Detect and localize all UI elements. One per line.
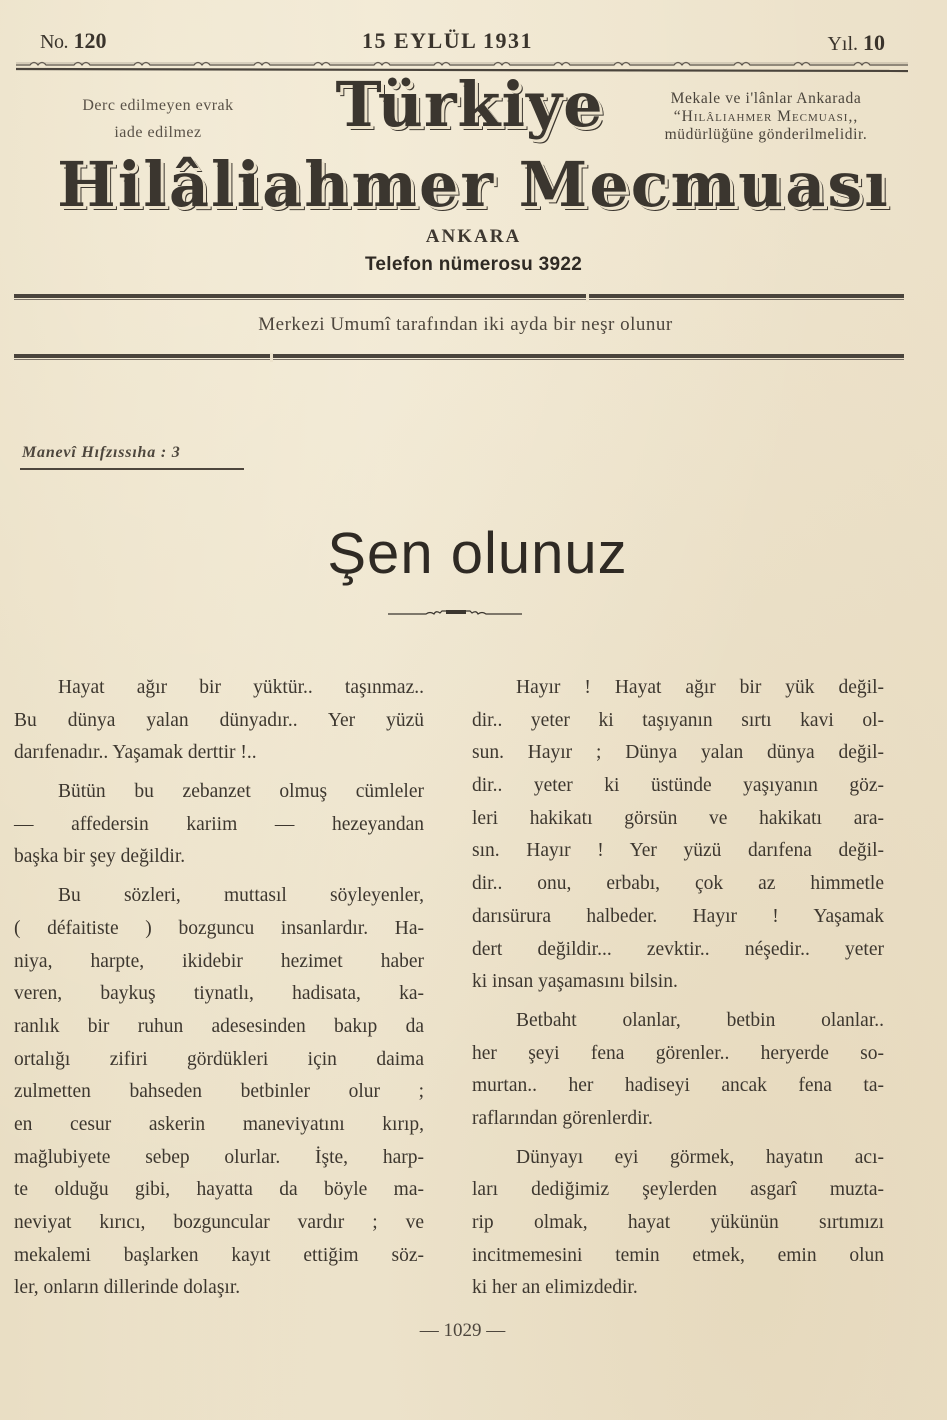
article-title: Şen olunuz (327, 521, 628, 586)
text-line: Bütün bu zebanzet olmuş cümleler (58, 781, 424, 803)
paragraph (14, 672, 424, 770)
text-line: ranlık bir ruhun adesesinden bakıp da (14, 1015, 424, 1037)
text-line: murtan.. her hadiseyi ancak fena ta- (472, 1075, 884, 1097)
text-line: te olduğu gibi, hayatta da böyle ma- (14, 1179, 424, 1201)
article-series-label: Manevî Hıfzıssıha : 3 (20, 444, 244, 470)
text-line: başka bir şey değildir. (14, 846, 186, 868)
issue-number-value: 120 (73, 28, 107, 53)
note-right-line: “Hilâliahmer Mecmuası,, (673, 108, 859, 125)
text-line: her şeyi fena görenler.. heryerde so- (472, 1042, 884, 1064)
text-line: rip olmak, hayat yükünün sırtımızı (472, 1212, 884, 1233)
text-line: Bu sözleri, muttasıl söyleyenler, (58, 885, 424, 907)
text-line: neviyat kırıcı, bozguncular vardır ; ve (14, 1212, 424, 1233)
text-line: Hayır ! Hayat ağır bir yük değil- (516, 677, 884, 698)
paragraph (14, 880, 424, 1305)
year-value: 10 (863, 30, 885, 55)
text-line: ki her an elimizdedir. (472, 1277, 638, 1299)
text-line: Betbaht olanlar, betbin olanlar.. (516, 1009, 884, 1031)
text-line: dir.. yeter ki taşıyanın sırtı kavi ol- (472, 709, 884, 731)
note-left-line: Derc edilmeyen evrak (82, 97, 234, 114)
text-line: darıfenadır.. Yaşamak derttir !.. (14, 742, 257, 764)
note-right-line: Mekale ve i'lânlar Ankarada (670, 90, 862, 107)
issue-meta-row (40, 22, 885, 56)
text-line: niya, harpte, ikidebir hezimet haber (14, 950, 424, 972)
masthead-title-line2: Hilâliahmer Mecmuası (57, 148, 890, 221)
masthead-phone: Telefon nümerosu 3922 (364, 254, 583, 275)
masthead-city: ANKARA (425, 226, 522, 247)
double-rule-bottom (14, 354, 904, 361)
title-ornament-divider (388, 606, 522, 620)
text-line: ki insan yaşamasını bilsin. (472, 971, 678, 993)
text-line: ( défaitiste ) bozguncu insanlardır. Ha- (14, 917, 424, 939)
text-line: ler, onların dillerinde dolaşır. (14, 1277, 241, 1299)
text-line: Dünyayı eyi görmek, hayatın acı- (516, 1146, 884, 1168)
text-line: mekalemi başlarken kayıt ettiğim söz- (14, 1244, 424, 1266)
text-line: en cesur askerin maneviyatını kırıp, (14, 1113, 424, 1135)
text-line: ları dediğimiz şeylerden asgarî muzta- (472, 1179, 884, 1201)
volume-year (827, 30, 885, 56)
note-right-line: müdürlüğüne gönderilmelidir. (664, 126, 868, 143)
text-line: mağlubiyete sebep olurlar. İşte, harp- (14, 1146, 424, 1168)
text-line: veren, baykuş tiynatlı, hadisata, ka- (14, 983, 424, 1005)
masthead-title-line1: Türkiye (335, 68, 604, 141)
paragraph (472, 672, 884, 999)
text-line: sun. Hayır ; Dünya yalan dünya değil- (472, 742, 884, 764)
publication-frequency: Merkezi Umumî tarafından iki ayda bir neşr olunur (258, 314, 673, 335)
text-line: Hayat ağır bir yüktür.. taşınmaz.. (58, 677, 424, 698)
double-rule-top (14, 294, 904, 301)
text-line: dert değildir... zevktir.. néşedir.. yeter (472, 938, 884, 960)
issue-label: No. (40, 31, 68, 53)
text-line: dir.. yeter ki üstünde yaşıyanın göz- (472, 775, 884, 797)
text-line: — affedersin kariim — hezeyandan (14, 813, 424, 835)
text-line: ortalığı zifiri gördükleri için daima (14, 1048, 424, 1070)
article-column-left (14, 672, 424, 1305)
paragraph (14, 776, 424, 874)
text-line: dir.. onu, erbabı, çok az himmetle (472, 873, 884, 895)
text-line: darısürura halbeder. Hayır ! Yaşamak (472, 905, 884, 927)
year-label: Yıl. (827, 33, 858, 55)
issue-date: 15 EYLÜL 1931 (361, 28, 534, 53)
text-line: raflarından görenlerdir. (472, 1107, 653, 1129)
text-line: incitmemesini temin etmek, emin olun (472, 1244, 884, 1266)
text-line: sın. Hayır ! Yer yüzü darıfena değil- (472, 840, 884, 862)
text-line: zulmetten bahseden betbinler olur ; (14, 1081, 424, 1103)
text-line: leri hakikatı görsün ve hakikatı ara- (472, 807, 884, 829)
paragraph (472, 1142, 884, 1305)
article-column-right (472, 672, 884, 1305)
page-number: — 1029 — (419, 1320, 506, 1341)
text-line: Bu dünya yalan dünyadır.. Yer yüzü (14, 709, 424, 731)
note-left-line: iade edilmez (114, 124, 202, 141)
paragraph (472, 1005, 884, 1136)
